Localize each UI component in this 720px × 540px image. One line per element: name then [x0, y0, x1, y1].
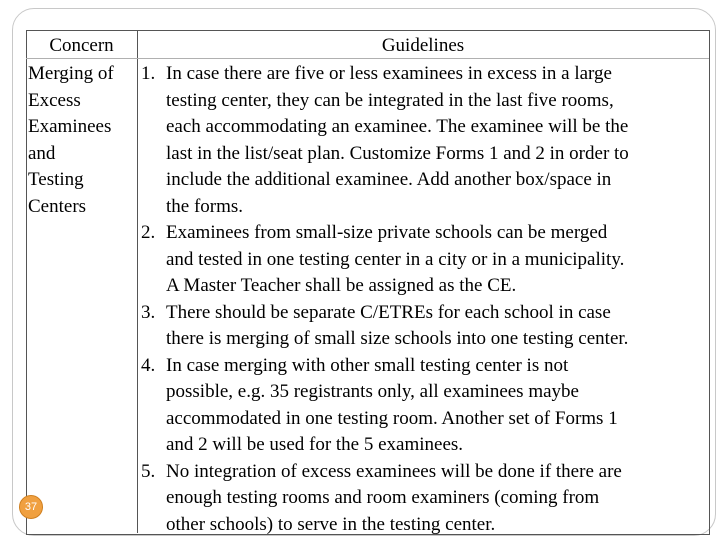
guideline-line: last in the list/seat plan. Customize Forms 1 and 2 in order to — [166, 142, 629, 164]
guideline-line: and tested in one testing center in a city or in a municipality. — [166, 248, 625, 270]
concern-line: Testing — [28, 169, 84, 190]
guideline-line: each accommodating an examinee. The examinee will be the — [166, 116, 629, 137]
concern-line: Merging of — [28, 63, 114, 84]
guideline-line: the forms. — [166, 195, 244, 217]
guideline-number: 4. — [141, 354, 156, 376]
concern-header: Concern — [49, 35, 114, 56]
guideline-line: and 2 will be used for the 5 examinees. — [166, 434, 464, 455]
column-divider — [137, 30, 138, 533]
guideline-number: 5. — [141, 460, 156, 482]
header-divider — [26, 58, 709, 59]
guideline-number: 3. — [141, 301, 156, 323]
guideline-line: other schools) to serve in the testing center. — [166, 513, 496, 535]
guideline-item-1 — [141, 61, 707, 220]
guidelines-list — [141, 61, 707, 538]
guideline-line: No integration of excess examinees will be done if there are — [166, 460, 622, 482]
concern-line: Centers — [28, 195, 87, 217]
concern-line: Excess — [28, 89, 81, 111]
slide-number-badge: 37 — [19, 495, 43, 519]
guideline-item-4 — [141, 353, 707, 459]
guideline-number: 1. — [141, 63, 156, 84]
concern-line: Examinees — [28, 116, 112, 137]
guideline-line: possible, e.g. 35 registrants only, all examinees maybe — [166, 381, 579, 402]
guideline-item-2 — [141, 220, 707, 300]
guideline-item-3 — [141, 300, 707, 353]
guideline-line: testing center, they can be integrated in the last five rooms, — [166, 89, 614, 111]
guideline-line: A Master Teacher shall be assigned as the CE. — [166, 275, 517, 296]
guideline-line: In case there are five or less examinees in excess in a large — [166, 63, 612, 84]
guideline-line: include the additional examinee. Add another box/space in — [166, 169, 612, 190]
guideline-line: accommodated in one testing room. Another set of Forms 1 — [166, 407, 618, 429]
guidelines-header: Guidelines — [381, 35, 465, 56]
concern-line: and — [28, 142, 56, 164]
guideline-line: there is merging of small size schools into one testing center. — [166, 328, 629, 349]
guideline-number: 2. — [141, 222, 156, 243]
guideline-line: Examinees from small-size private schools can be merged — [166, 222, 608, 243]
guideline-line: In case merging with other small testing center is not — [166, 354, 569, 376]
concern-cell — [28, 61, 136, 220]
guideline-line: enough testing rooms and room examiners (coming from — [166, 487, 600, 508]
guideline-line: There should be separate C/ETREs for each school in case — [166, 301, 611, 323]
guideline-item-5 — [141, 459, 707, 539]
